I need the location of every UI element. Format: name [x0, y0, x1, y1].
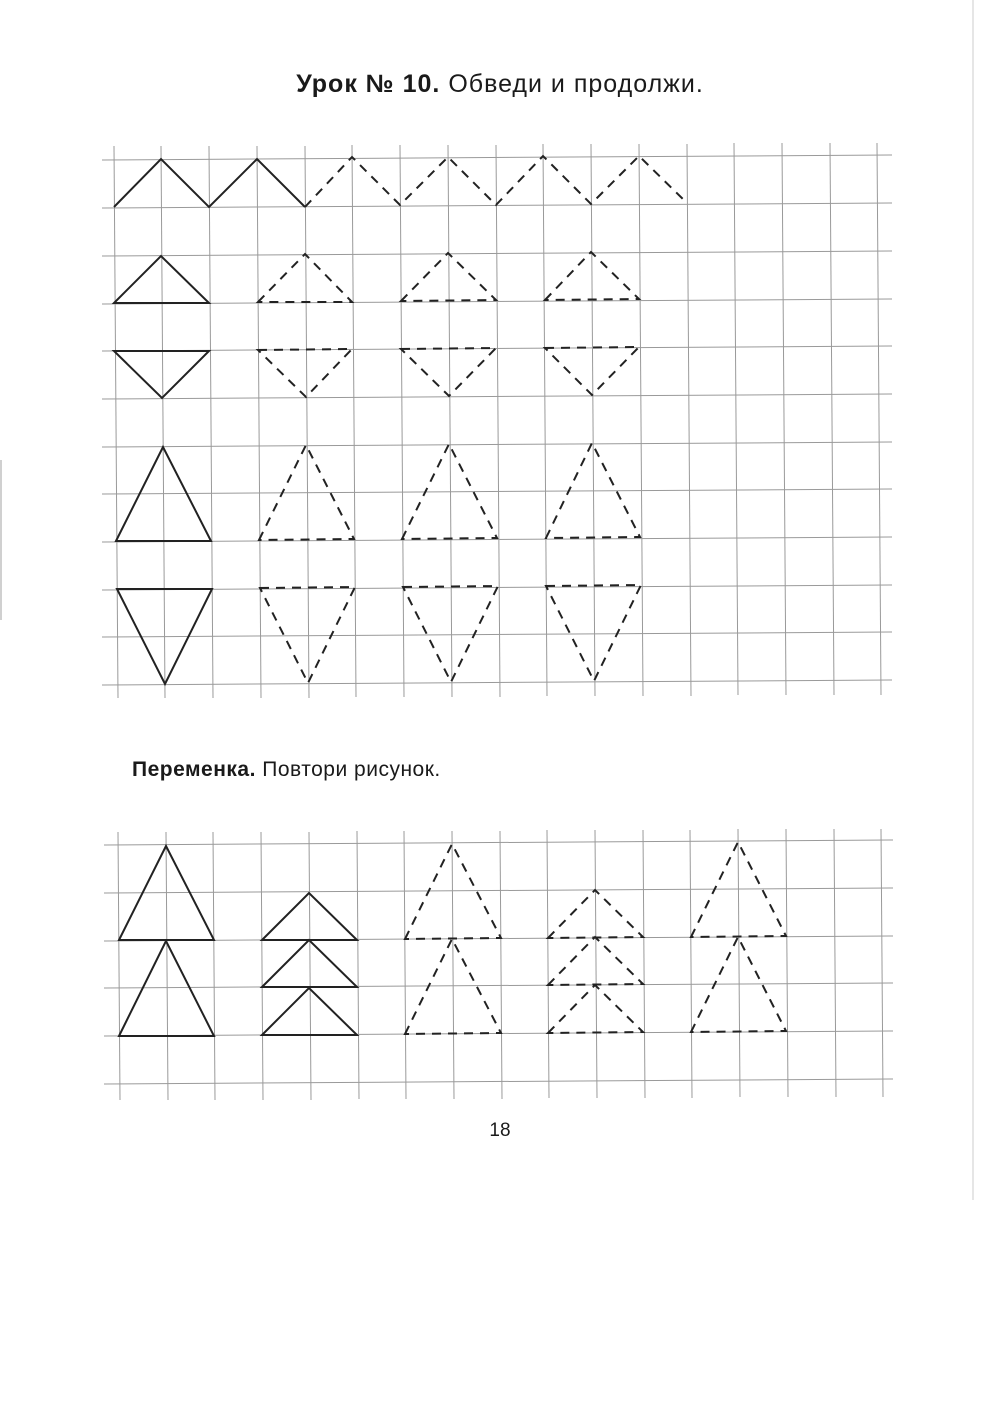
break-instruction: Повтори рисунок.	[262, 758, 441, 781]
lesson-instruction: Обведи и продолжи.	[448, 70, 704, 98]
page-number: 18	[489, 1120, 511, 1141]
stack-small-3-dashed	[548, 985, 643, 1033]
stack-small-3-solid	[262, 988, 357, 1035]
break-label: Переменка.	[132, 758, 256, 781]
grid-lines-bottom	[104, 829, 893, 1100]
lesson-label: Урок № 10.	[296, 70, 441, 98]
